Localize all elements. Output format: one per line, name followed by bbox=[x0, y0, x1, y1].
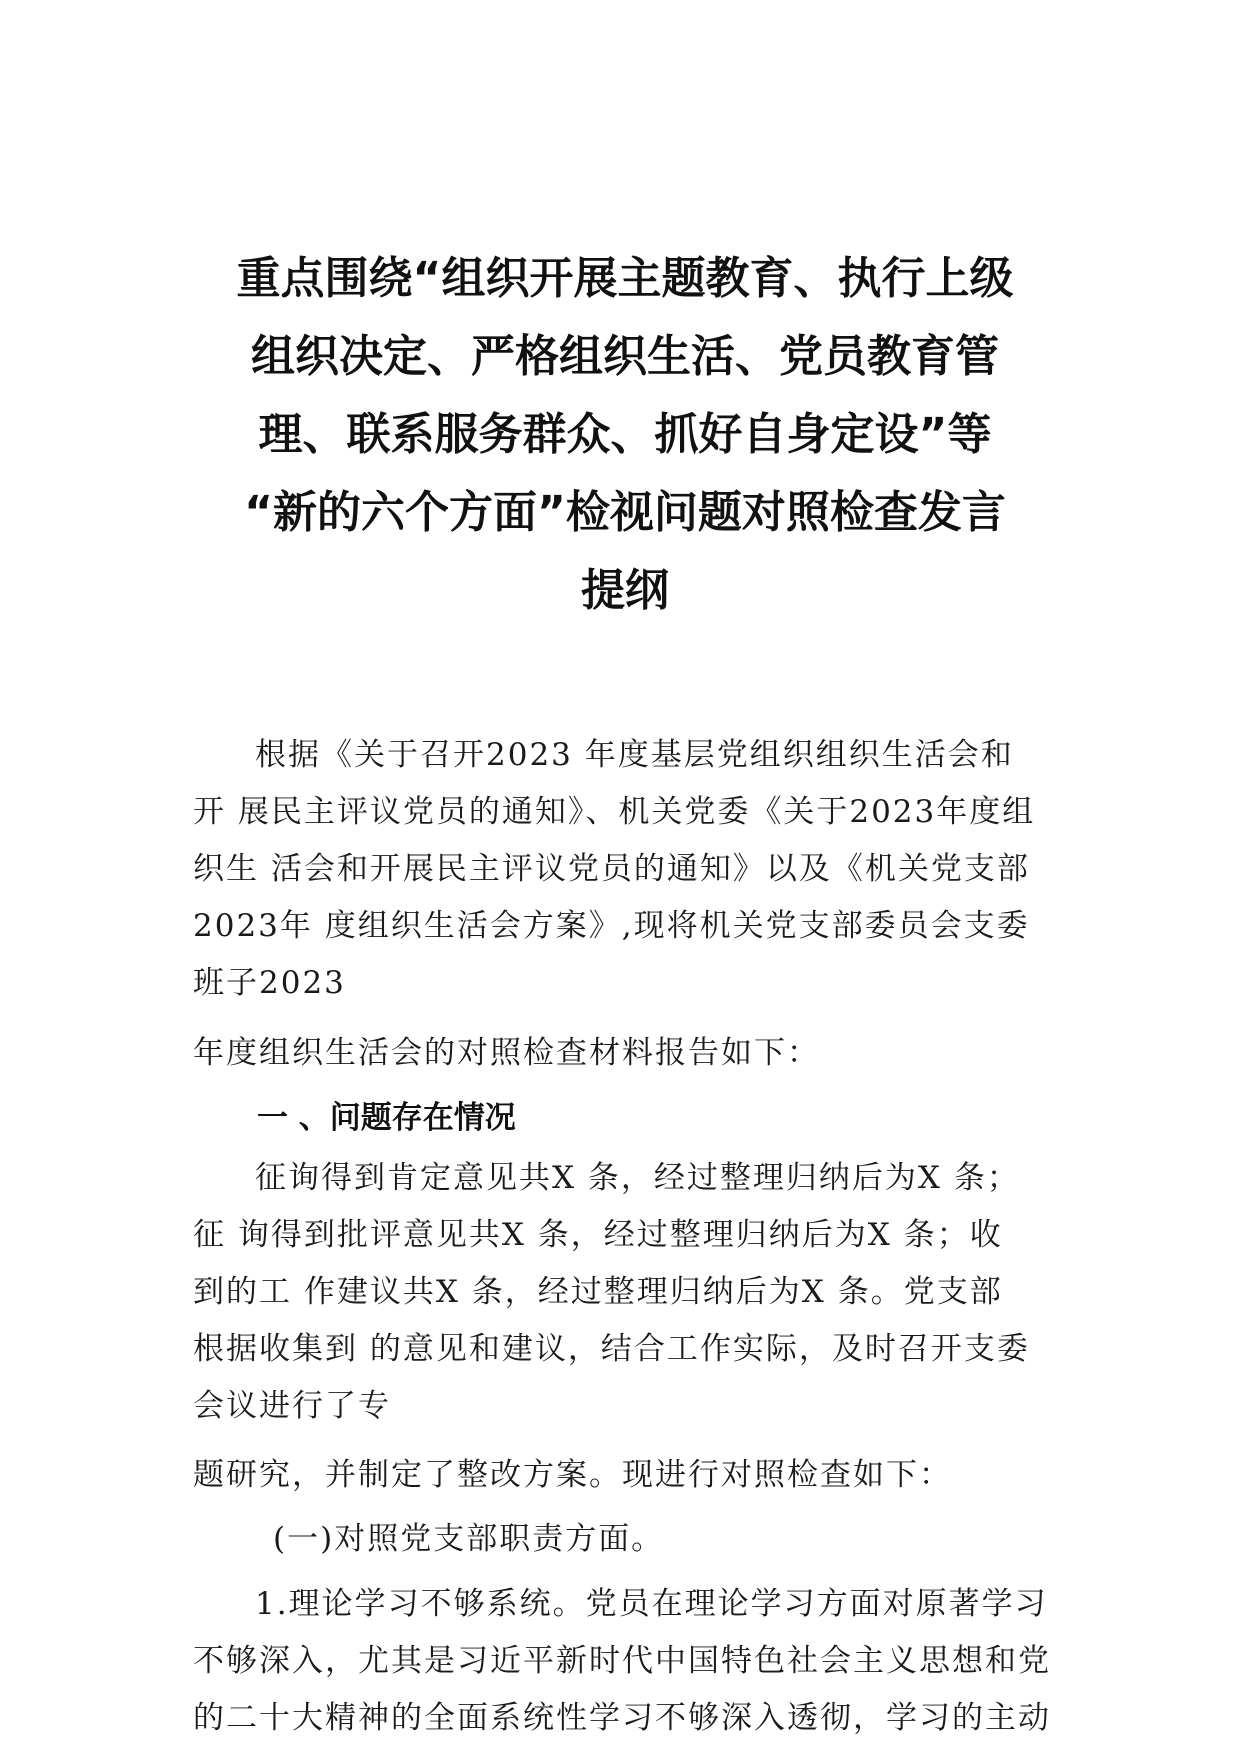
title-line: 理、联系服务群众、抓好自身定设”等 bbox=[258, 409, 992, 460]
paragraph-line: 班子2023 bbox=[193, 965, 346, 1001]
paragraph-line: 征询得到肯定意见共X 条，经过整理归纳后为X 条； bbox=[255, 1160, 1020, 1196]
title-line: 组织决定、严格组织生活、党员教育管 bbox=[251, 331, 999, 382]
point-paragraph bbox=[193, 1576, 1055, 1747]
paragraph-line: 题研究，并制定了整改方案。现进行对照检查如下： bbox=[193, 1457, 952, 1493]
subsection-heading bbox=[193, 1511, 1055, 1568]
paragraph-line: 根据《关于召开2023 年度基层党组织组织生活会和 bbox=[255, 737, 1014, 773]
title-line: 提纲 bbox=[581, 565, 669, 616]
paragraph-line: 根据收集到 的意见和建议，结合工作实际，及时召开支委 bbox=[193, 1331, 1030, 1367]
paragraph-line: 年度组织生活会的对照检查材料报告如下： bbox=[193, 1035, 820, 1071]
title-line: “新的六个方面”检视问题对照检查发言 bbox=[244, 487, 1006, 538]
paragraph-line: 会议进行了专 bbox=[193, 1388, 391, 1424]
paragraph-line: 到的工 作建议共X 条，经过整理归纳后为X 条。党支部 bbox=[193, 1274, 1003, 1310]
paragraph-line: 开 展民主评议党员的通知》、机关党委《关于2023年度组 bbox=[193, 794, 1036, 830]
paragraph-line: 的二十大精神的全面系统性学习不够深入透彻，学习的主动 bbox=[193, 1700, 1051, 1736]
paragraph-line: 织生 活会和开展民主评议党员的通知》以及《机关党支部 bbox=[193, 851, 1030, 887]
paragraph-line: 1.理论学习不够系统。党员在理论学习方面对原著学习 bbox=[255, 1586, 1048, 1622]
paragraph-line: (一)对照党支部职责方面。 bbox=[273, 1521, 665, 1557]
title-line: 重点围绕“组织开展主题教育、执行上级 bbox=[236, 253, 1014, 304]
section-heading: 一 、问题存在情况 bbox=[257, 1100, 516, 1136]
intro-paragraph bbox=[193, 727, 1055, 1012]
paragraph-line: 2023年 度组织生活会方案》,现将机关党支部委员会支委 bbox=[193, 908, 1030, 944]
opinions-paragraph bbox=[193, 1150, 1055, 1435]
paragraph-line: 征 询得到批评意见共X 条，经过整理归纳后为X 条；收 bbox=[193, 1217, 1003, 1253]
paragraph-line: 不够深入，尤其是习近平新时代中国特色社会主义思想和党 bbox=[193, 1643, 1051, 1679]
document-title bbox=[190, 240, 1060, 630]
opinions-tail-paragraph bbox=[193, 1447, 1055, 1504]
intro-tail-paragraph bbox=[193, 1025, 1055, 1082]
